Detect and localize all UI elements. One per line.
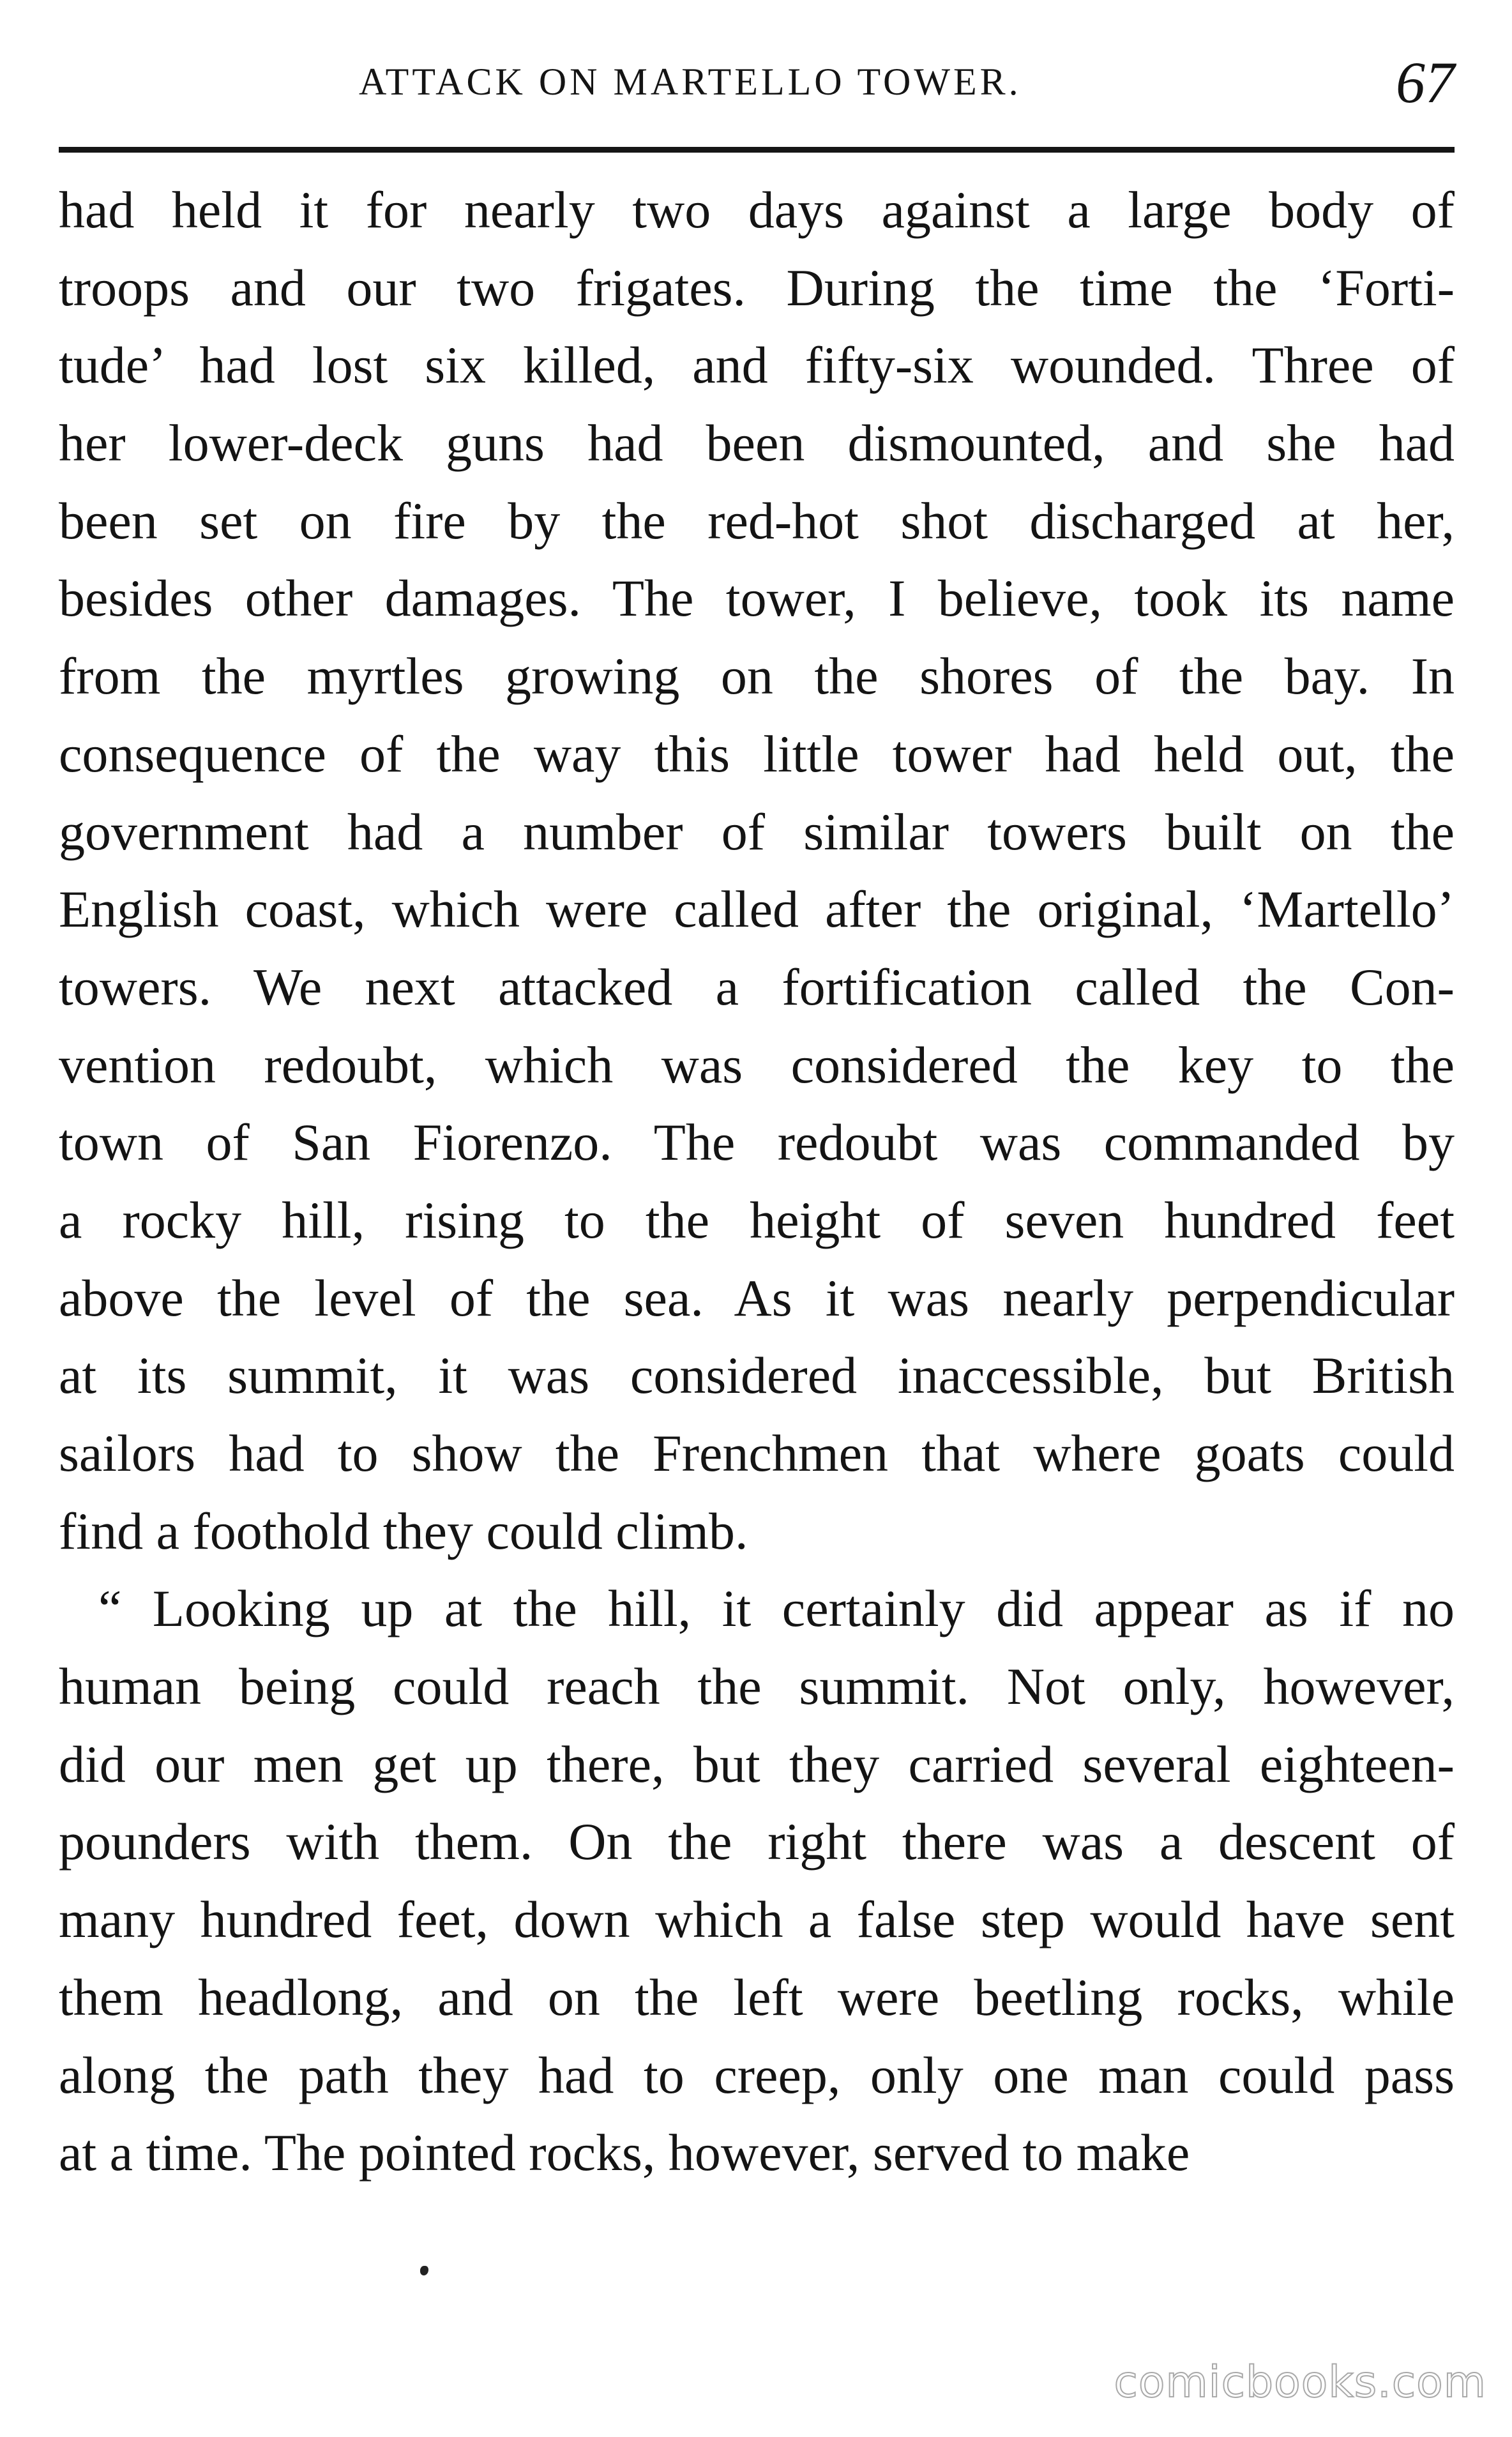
header-rule (59, 147, 1455, 153)
text-line: above the level of the sea. As it was nearly perpendicular (59, 1268, 1455, 1327)
text-line: along the path they had to creep, only one man could pass (59, 2046, 1455, 2104)
text-line: sailors had to show the Frenchmen that where goats could (59, 1424, 1455, 1482)
running-header (59, 45, 1455, 134)
text-line: government had a number of similar towers built on the (59, 802, 1455, 861)
text-line: at its summit, it was considered inaccessible, but British (59, 1346, 1455, 1405)
text-line: troops and our two frigates. During the time the ‘Forti- (59, 258, 1455, 317)
text-line: been set on fire by the red-hot shot discharged at her, (59, 491, 1455, 550)
chapter-title: ATTACK ON MARTELLO TOWER. (359, 61, 1022, 103)
text-line: them headlong, and on the left were beetling rocks, while (59, 1968, 1455, 2026)
paragraph (59, 171, 1455, 1570)
text-line: pounders with them. On the right there was a descent of (59, 1812, 1455, 1871)
text-line: town of San Fiorenzo. The redoubt was commanded by (59, 1113, 1455, 1172)
text-line: vention redoubt, which was considered the key to the (59, 1035, 1455, 1094)
body-text (59, 171, 1455, 2192)
text-line: “ Looking up at the hill, it certainly did appear as if no (98, 1579, 1455, 1638)
ink-speck (420, 2266, 428, 2275)
page-number: 67 (1396, 50, 1455, 115)
text-line: had held it for nearly two days against a large body of (59, 181, 1455, 239)
text-line: her lower-deck guns had been dismounted, and she had (59, 414, 1455, 473)
text-line: from the myrtles growing on the shores of the bay. In (59, 647, 1455, 706)
text-line: at a time. The pointed rocks, however, served to make (59, 2123, 1190, 2182)
text-line: a rocky hill, rising to the height of seven hundred feet (59, 1190, 1455, 1249)
watermark: comicbooks.com (1114, 2357, 1486, 2408)
text-line: find a foothold they could climb. (59, 1501, 748, 1560)
paragraph (59, 1570, 1455, 2192)
text-line: besides other damages. The tower, I believe, took its name (59, 569, 1455, 628)
text-line: human being could reach the summit. Not only, however, (59, 1657, 1455, 1716)
text-line: did our men get up there, but they carried several eighteen- (59, 1735, 1455, 1793)
text-line: many hundred feet, down which a false step would have sent (59, 1890, 1455, 1949)
text-line: towers. We next attacked a fortification called the Con- (59, 957, 1455, 1016)
text-line: tude’ had lost six killed, and fifty-six wounded. Three of (59, 336, 1455, 395)
text-line: consequence of the way this little tower had held out, the (59, 724, 1455, 783)
text-line: English coast, which were called after the original, ‘Martello’ (59, 880, 1455, 939)
